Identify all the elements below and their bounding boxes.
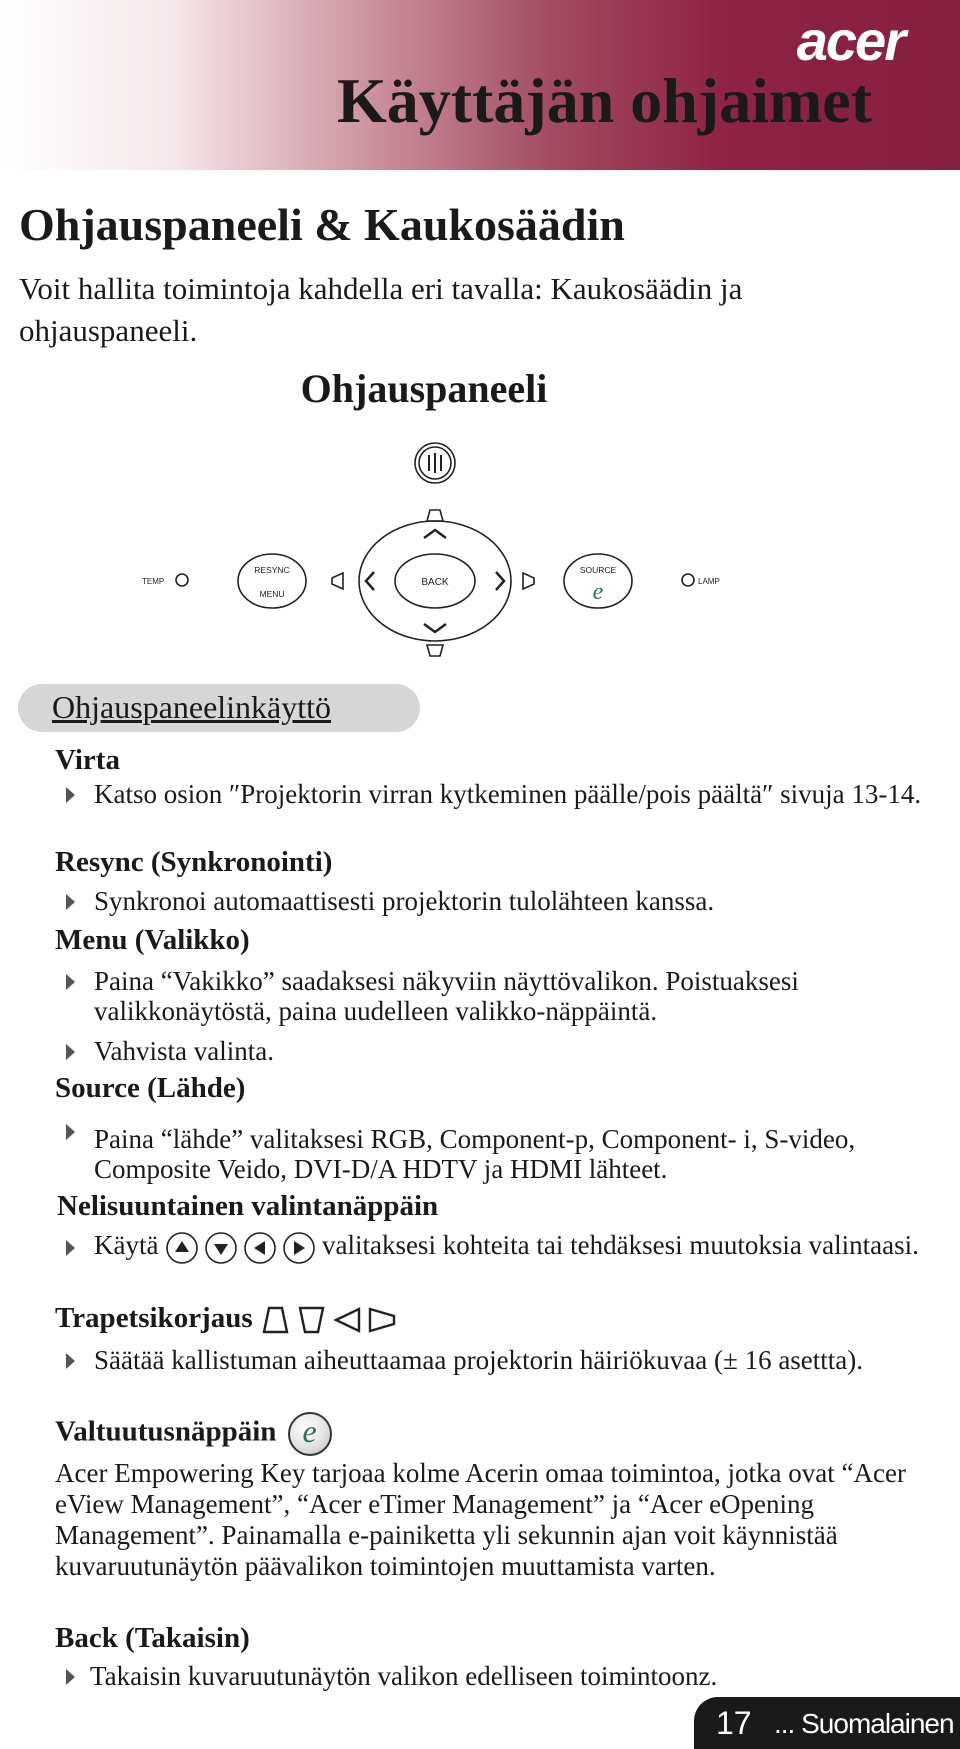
heading-back: Back (Takaisin) xyxy=(55,1622,250,1654)
keystone-up-icon xyxy=(264,1308,287,1332)
usage-tab-label: Ohjauspaneelinkäyttö xyxy=(52,689,332,725)
power-icon xyxy=(429,453,441,473)
bullet-arrow-icon xyxy=(66,894,75,910)
source-text: Paina “lähde” valitaksesi RGB, Component-p, Component- i, S-video, Composite Veido, DVI-D/A HDTV ja HDMI lähteet. xyxy=(94,1124,856,1184)
keystone-up-marker xyxy=(427,510,443,521)
resync-menu-button xyxy=(238,554,306,608)
temp-label: TEMP xyxy=(142,577,165,586)
menu-text-2: Vahvista valinta. xyxy=(94,1036,274,1066)
bullet-arrow-icon xyxy=(66,1669,75,1685)
e-key-letter: e xyxy=(592,579,604,605)
resync-text: Synkronoi automaattisesti projektorin tulolähteen kanssa. xyxy=(94,886,715,916)
down-arrow-icon xyxy=(214,1244,228,1255)
heading-keystone xyxy=(55,1302,400,1336)
temp-led xyxy=(176,574,188,586)
bullet-arrow-icon xyxy=(66,1353,75,1369)
empowering-text: Acer Empowering Key tarjoaa kolme Acerin omaa toimintoa, jotka ovat “Acer eView Management”, “Acer eTimer Management” ja “Acer eOpening Management”. Painamalla e-painiketta yli sekunnin ajan voit käynnistää kuvaruutunäytön päävalikon toimintojen muuttamista varten. xyxy=(55,1458,906,1581)
back-text: Takaisin kuvaruutunäytön valikon edelliseen toimintoonz. xyxy=(90,1661,718,1691)
panel-title: Ohjauspaneeli xyxy=(300,366,548,411)
acer-logo: acer xyxy=(796,9,904,72)
keystone-down-icon xyxy=(300,1308,323,1332)
keystone-icons xyxy=(260,1304,400,1336)
usage-tab xyxy=(18,684,420,732)
keystone-right-icon xyxy=(370,1309,394,1331)
source-label: SOURCE xyxy=(579,565,617,575)
bullet-arrow-icon xyxy=(66,787,75,803)
resync-label: RESYNC xyxy=(254,565,290,575)
keystone-down-marker xyxy=(427,645,443,656)
four-way-suffix: valitaksesi kohteita tai tehdäksesi muutoksia valintaasi. xyxy=(321,1230,919,1260)
menu-label: MENU xyxy=(259,589,285,599)
heading-menu: Menu (Valikko) xyxy=(55,924,250,956)
up-arrow-icon xyxy=(175,1241,189,1252)
direction-keys-icons xyxy=(165,1231,315,1265)
heading-empowering xyxy=(55,1412,332,1456)
bullet-arrow-icon xyxy=(66,974,75,990)
lamp-led xyxy=(682,574,694,586)
heading-four-way: Nelisuuntainen valintanäppäin xyxy=(57,1190,439,1222)
menu-text-1: Paina “Vakikko” saadaksesi näkyviin näyttövalikon. Poistuaksesi valikkonäytöstä, paina uudelleen valikko-näppäintä. xyxy=(94,966,799,1026)
right-arrow-icon xyxy=(294,1241,305,1255)
keystone-text: Säätää kallistuman aiheuttaamaa projektorin häiriökuvaa (± 16 asettta). xyxy=(94,1345,864,1375)
heading-source: Source (Lähde) xyxy=(55,1072,246,1104)
page-footer xyxy=(694,1697,960,1749)
bullet-arrow-icon xyxy=(66,1124,75,1140)
header-band xyxy=(0,0,960,170)
back-label: BACK xyxy=(421,577,449,588)
bullet-arrow-icon xyxy=(66,1044,75,1060)
bullet-arrow-icon xyxy=(66,1240,75,1256)
control-panel-diagram xyxy=(130,440,740,665)
page-number: 17 xyxy=(716,1705,752,1741)
heading-resync: Resync (Synkronointi) xyxy=(55,846,333,878)
four-way-text xyxy=(94,1230,934,1265)
lamp-label: LAMP xyxy=(698,577,720,586)
section-title: Ohjauspaneeli & Kaukosäädin xyxy=(19,199,625,250)
keystone-right-marker xyxy=(523,573,534,589)
chapter-title: Käyttäjän ohjaimet xyxy=(336,65,872,136)
four-way-prefix: Käytä xyxy=(94,1230,159,1260)
heading-virta: Virta xyxy=(55,744,120,776)
keystone-heading-text: Trapetsikorjaus xyxy=(55,1302,253,1334)
empowering-heading-text: Valtuutusnäppäin xyxy=(55,1415,277,1448)
left-arrow-icon xyxy=(254,1241,265,1255)
keystone-left-icon xyxy=(336,1309,359,1331)
empowering-key-icon xyxy=(288,1412,332,1456)
keystone-left-marker xyxy=(332,573,343,589)
empowering-key-letter: e xyxy=(302,1413,317,1449)
language-label: ... Suomalainen xyxy=(774,1708,954,1739)
intro-text: Voit hallita toimintoja kahdella eri tavalla: Kaukosäädin ja ohjauspaneeli. xyxy=(19,271,743,348)
virta-text: Katso osion ″Projektorin virran kytkeminen päälle/pois päältä″ sivuja 13-14. xyxy=(94,779,922,809)
